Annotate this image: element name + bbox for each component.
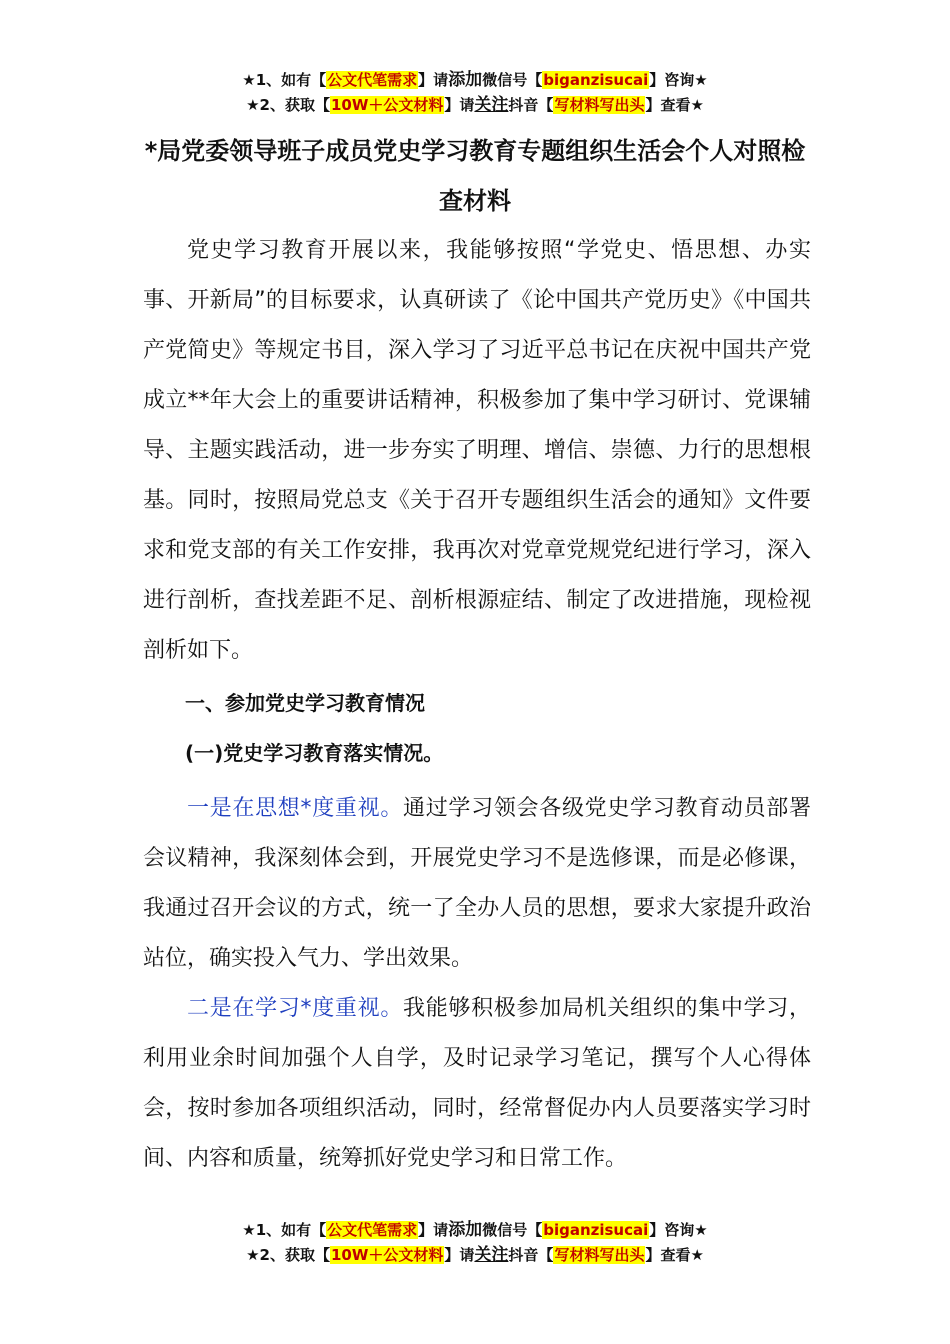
banner-text: 添加 <box>448 70 483 90</box>
banner-text: ★1、如有【 <box>242 1221 327 1239</box>
paragraph-lead: 二是在学习*度重视。 <box>187 996 404 1021</box>
banner-text: 】请 <box>418 71 449 89</box>
paragraph-1 <box>143 784 811 984</box>
banner-text: 】请 <box>444 96 475 114</box>
intro-paragraph: 党史学习教育开展以来，我能够按照“学党史、悟思想、办实事、开新局”的目标要求，认真研读了《论中国共产党历史》《中国共产党简史》等规定书目，深入学习了习近平总书记在庆祝中国共产党成立**年大会上的重要讲话精神，积极参加了集中学习研讨、党课辅导、主题实践活动，进一步夯实了明理、增信、崇德、力行的思想根基。同时，按照局党总支《关于召开专题组织生活会的通知》文件要求和党支部的有关工作安排，我再次对党章党规党纪进行学习，深入进行剖析，查找差距不足、剖析根源症结、制定了改进措施，现检视剖析如下。 <box>143 238 811 663</box>
section-heading: 一、参加党史学习教育情况 <box>185 691 425 715</box>
banner-text: 】请 <box>418 1221 449 1239</box>
document-body <box>143 226 811 1184</box>
banner-line-1 <box>0 1218 950 1243</box>
banner-text: 】查看★ <box>645 1246 704 1264</box>
banner-text: 】请 <box>444 1246 475 1264</box>
banner-highlight: 写材料写出头 <box>554 96 645 114</box>
banner-highlight: 10W＋公文材料 <box>330 1246 444 1264</box>
banner-highlight: 公文代笔需求 <box>327 1221 418 1239</box>
banner-text: 关注 <box>474 95 509 115</box>
banner-text: 添加 <box>448 1220 483 1240</box>
document-title: *局党委领导班子成员党史学习教育专题组织生活会个人对照检查材料 <box>144 137 806 215</box>
banner-highlight: 写材料写出头 <box>554 1246 645 1264</box>
bottom-banner <box>0 1218 950 1268</box>
banner-text: 微信号【 <box>482 71 543 89</box>
banner-text: ★2、获取【 <box>246 96 330 114</box>
banner-text: 】查看★ <box>645 96 704 114</box>
banner-highlight: biganzisucai <box>543 71 649 89</box>
banner-text: 】咨询★ <box>649 1221 708 1239</box>
banner-line-1 <box>0 68 950 93</box>
paragraph-lead: 一是在思想*度重视。 <box>187 796 404 821</box>
banner-text: 微信号【 <box>482 1221 543 1239</box>
banner-line-2 <box>0 1243 950 1268</box>
banner-text: 抖音【 <box>508 1246 554 1264</box>
banner-text: 关注 <box>474 1245 509 1265</box>
banner-text: ★2、获取【 <box>246 1246 330 1264</box>
banner-line-2 <box>0 93 950 118</box>
paragraph-text: 我能够积极参加局机关组织的集中学习，利用业余时间加强个人自学，及时记录学习笔记，撰写个人心得体会，按时参加各项组织活动，同时，经常督促办内人员要落实学习时间、内容和质量，统筹抓好党史学习和日常工作。 <box>143 996 811 1171</box>
banner-text: 抖音【 <box>508 96 554 114</box>
banner-text: ★1、如有【 <box>242 71 327 89</box>
banner-highlight: biganzisucai <box>543 1221 649 1239</box>
paragraph-2 <box>143 984 811 1184</box>
subsection-heading: (一)党史学习教育落实情况。 <box>185 741 444 765</box>
banner-highlight: 公文代笔需求 <box>327 71 418 89</box>
top-banner <box>0 68 950 118</box>
banner-text: 】咨询★ <box>649 71 708 89</box>
banner-highlight: 10W＋公文材料 <box>330 96 444 114</box>
paragraph-text: 通过学习领会各级党史学习教育动员部署会议精神，我深刻体会到，开展党史学习不是选修课，而是必修课，我通过召开会议的方式，统一了全办人员的思想，要求大家提升政治站位，确实投入气力、学出效果。 <box>143 796 811 971</box>
